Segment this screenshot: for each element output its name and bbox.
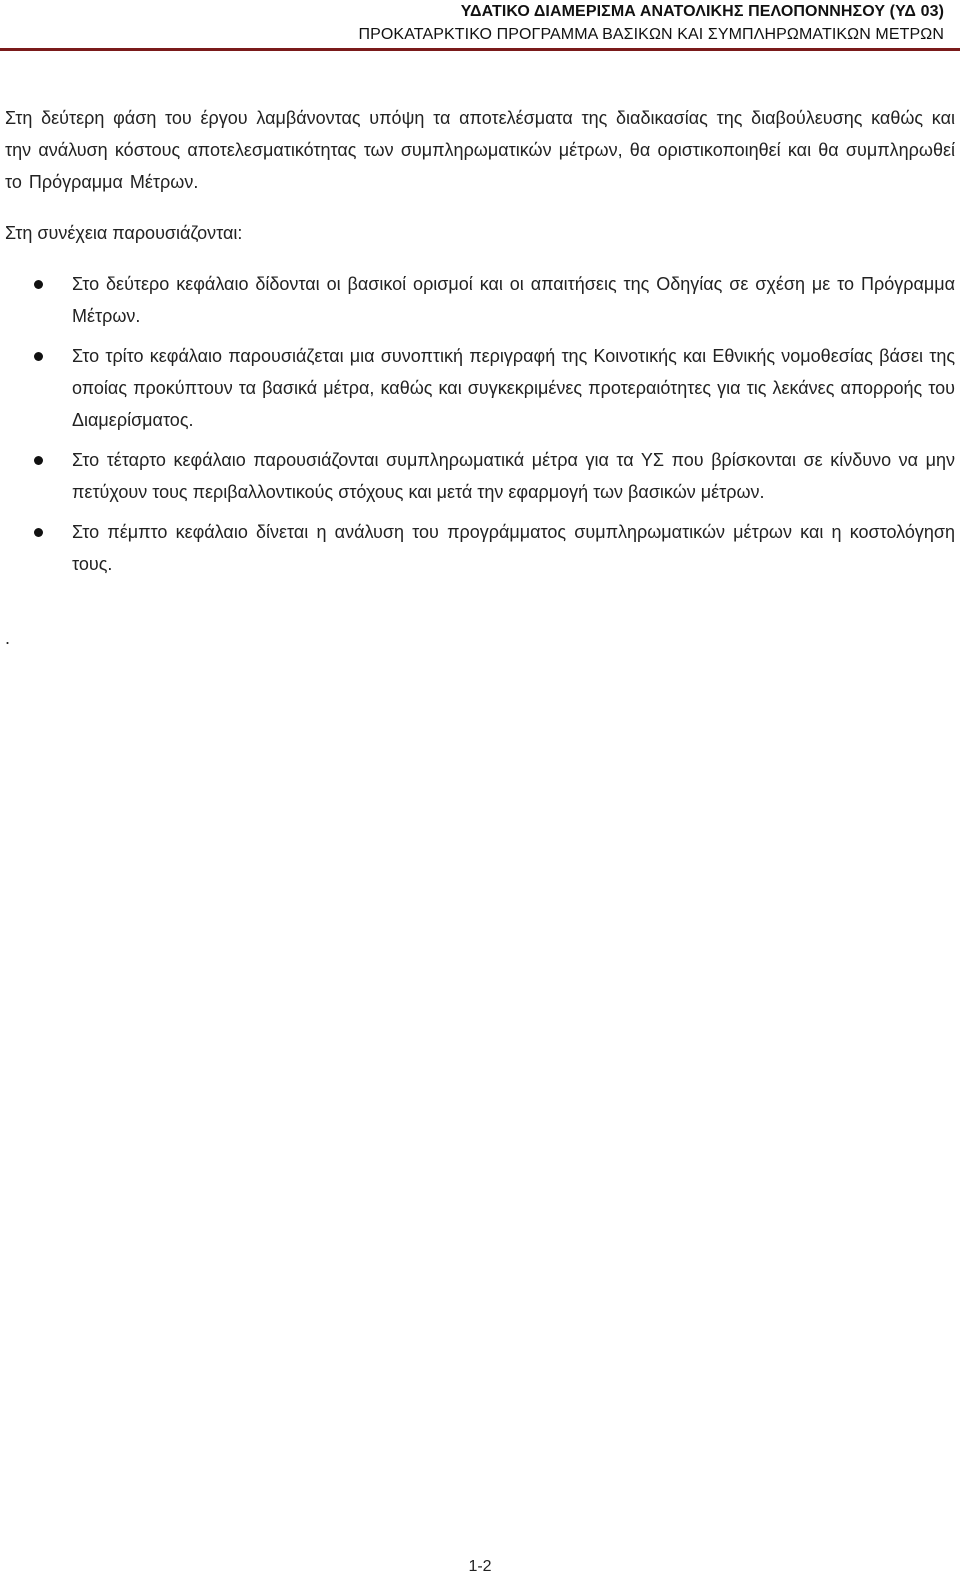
document-body bbox=[5, 102, 955, 588]
bullet-icon bbox=[34, 280, 43, 289]
list-item bbox=[5, 268, 955, 332]
bullet-icon bbox=[34, 456, 43, 465]
header-subtitle: ΠΡΟΚΑΤΑΡΚΤΙΚΟ ΠΡΟΓΡΑΜΜΑ ΒΑΣΙΚΩΝ ΚΑΙ ΣΥΜΠΛΗΡΩΜΑΤΙΚΩΝ ΜΕΤΡΩΝ bbox=[358, 26, 944, 43]
lead-paragraph: Στη συνέχεια παρουσιάζονται: bbox=[5, 223, 243, 243]
list-item bbox=[5, 516, 955, 580]
page-number: 1-2 bbox=[468, 1558, 492, 1575]
bullet-icon bbox=[34, 528, 43, 537]
list-item bbox=[5, 444, 955, 508]
bullet-icon bbox=[34, 352, 43, 361]
list-item-text: Στο δεύτερο κεφάλαιο δίδονται οι βασικοί ορισμοί και οι απαιτήσεις της Οδηγίας σε σχέση με το Πρόγραμμα Μέτρων. bbox=[72, 274, 955, 326]
header-divider bbox=[0, 48, 960, 51]
list-item-text: Στο τέταρτο κεφάλαιο παρουσιάζονται συμπληρωματικά μέτρα για τα ΥΣ που βρίσκονται σε κίνδυνο να μην πετύχουν τους περιβαλλοντικούς στόχους και μετά την εφαρμογή των βασικών μέτρων. bbox=[72, 450, 955, 502]
stray-period: . bbox=[5, 628, 11, 648]
list-item-text: Στο πέμπτο κεφάλαιο δίνεται η ανάλυση του προγράμματος συμπληρωματικών μέτρων και η κοστολόγηση τους. bbox=[72, 522, 955, 574]
intro-paragraph: Στη δεύτερη φάση του έργου λαμβάνοντας υπόψη τα αποτελέσματα της διαδικασίας της διαβούλευσης καθώς και την ανάλυση κόστους αποτελεσματικότητας των συμπληρωματικών μέτρων, θα οριστικοποιηθεί και θα συμπληρωθεί το Πρόγραμμα Μέτρων. bbox=[5, 108, 955, 192]
chapter-list bbox=[5, 268, 955, 580]
list-item bbox=[5, 340, 955, 436]
list-item-text: Στο τρίτο κεφάλαιο παρουσιάζεται μια συνοπτική περιγραφή της Κοινοτικής και Εθνικής νομοθεσίας βάσει της οποίας προκύπτουν τα βασικά μέτρα, καθώς και συγκεκριμένες προτεραιότητες για τις λεκάνες απορροής του Διαμερίσματος. bbox=[72, 346, 955, 430]
page-header bbox=[358, 0, 944, 46]
header-title: ΥΔΑΤΙΚΟ ΔΙΑΜΕΡΙΣΜΑ ΑΝΑΤΟΛΙΚΗΣ ΠΕΛΟΠΟΝΝΗΣΟΥ (ΥΔ 03) bbox=[460, 3, 944, 20]
